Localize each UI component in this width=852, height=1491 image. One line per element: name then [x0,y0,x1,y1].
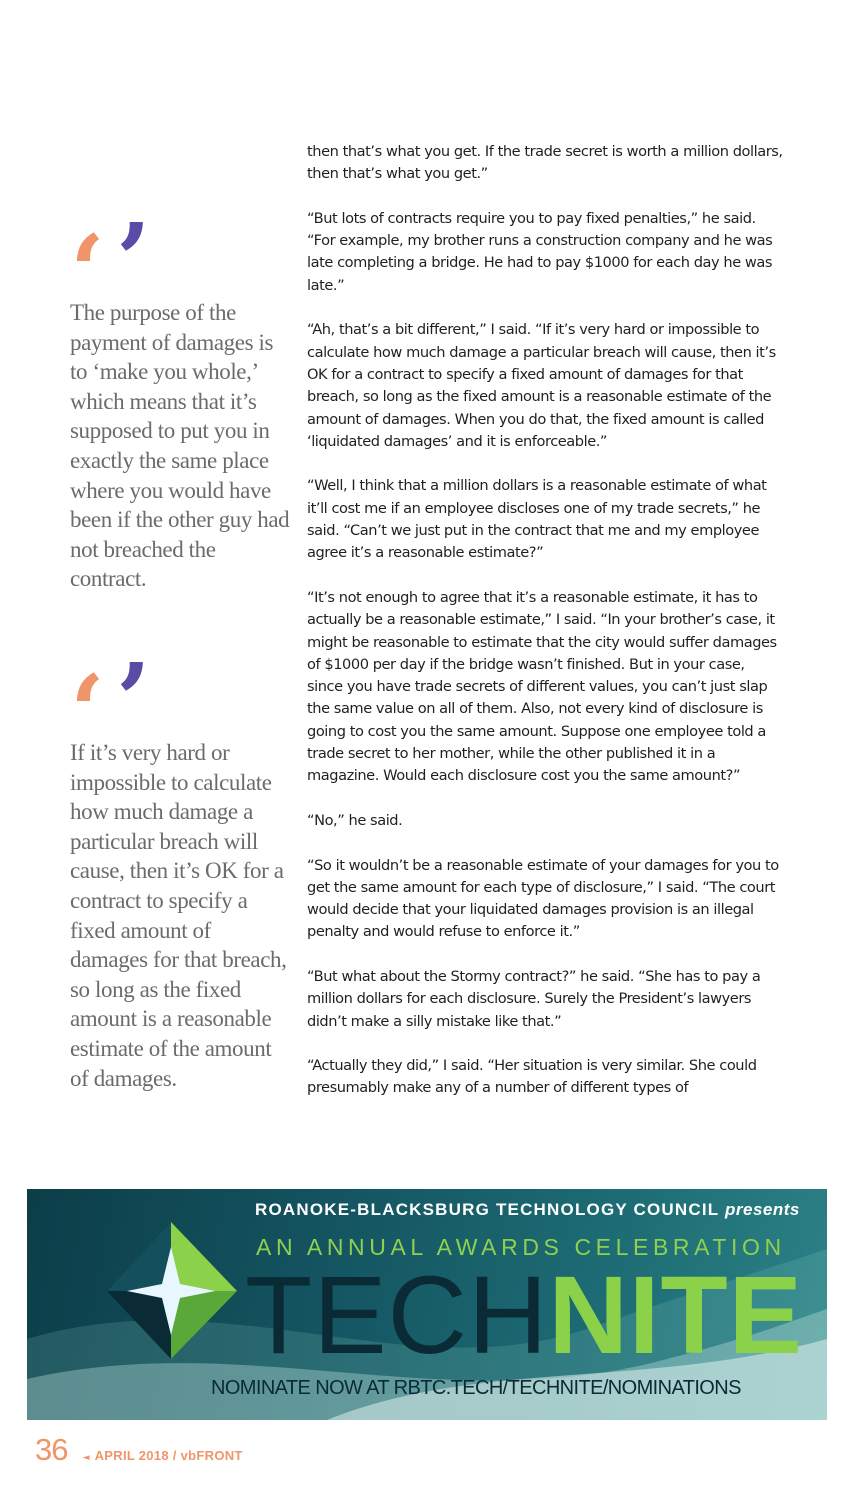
article-paragraph: “So it wouldn’t be a reasonable estimate of your damages for you to get the same amount for each type of disclosure,” I said. “The court would decide that your liquidated damages provision is an illegal penalty and would refuse to enforce it.” [307,856,779,941]
ad-event-title: AN ANNUAL AWARDS CELEBRATION [256,1234,786,1260]
technite-wordmark [245,1254,804,1377]
article-paragraph: “No,” he said. [307,811,403,829]
article-paragraph: “Ah, that’s a bit different,” I said. “If it’s very hard or impossible to calculate how much damage a particular breach will cause, then it’s OK for a contract to specify a fixed amount of damages for that breach, so long as the fixed amount is a reasonable estimate of the amount of damages. When you do that, the fixed amount is called ‘liquidated damages’ and it is enforceable.” [307,321,776,450]
article-paragraph: “But what about the Stormy contract?” he said. “She has to pay a million dollars for each disclosure. Surely the President’s lawyers didn’t make a silly mistake like that.” [307,967,761,1030]
article-paragraph: “Well, I think that a million dollars is a reasonable estimate of what it’ll cost me if an employee discloses one of my trade secrets,” he said. “Can’t we just put in the contract that me and my employee agree it’s a reasonable estimate?” [307,477,767,562]
close-quote-glyph: ’ [116,641,151,759]
article-body [307,141,783,1122]
close-quote-glyph: ’ [116,201,151,319]
wordmark-nite: NITE [548,1254,804,1377]
ad-presenter [255,1200,815,1220]
pull-quote [70,201,292,594]
ad-nominate-link[interactable]: NOMINATE NOW AT RBTC.TECH/TECHNITE/NOMINATIONS [211,1377,741,1399]
article-paragraph: “It’s not enough to agree that it’s a reasonable estimate, it has to actually be a reasonable estimate,” I said. “In your brother’s case, it might be reasonable to estimate that the city would suffer damages of $1000 per day if the bridge wasn’t finished. But in your case, since you have trade secrets of different values, you can’t just slap the same value on all of them. Also, not every kind of disclosure is going to cost you the same amount. Suppose one employee told a trade secret to her mother, while the other published it in a magazine. Would each disclosure cost you the same amount?” [307,588,777,785]
page-footer [35,1432,243,1472]
pull-quote-text: The purpose of the payment of damages is to ‘make you whole,’ which means that it’s supposed to put you in exactly the same place where you would have been if the other guy had not breached the contract. [70,300,290,592]
left-arrow-icon: ◄ [82,1453,90,1463]
article-paragraph: then that’s what you get. If the trade secret is worth a million dollars, then that’s what you get.” [307,143,783,183]
quote-marks-icon [70,201,210,331]
page-number: 36 [35,1432,68,1467]
article-paragraph: “But lots of contracts require you to pay fixed penalties,” he said. “For example, my brother runs a construction company and he was late completing a bridge. He had to pay $1000 for each day he was late.” [307,209,773,294]
issue-label: APRIL 2018 / vbFRONT [94,1448,243,1463]
pull-quote [70,641,292,1093]
article-paragraph: “Actually they did,” I said. “Her situation is very similar. She could presumably make any of a number of different types of [307,1057,757,1097]
ad-presents-word: presents [725,1200,800,1219]
technite-ad-banner[interactable] [27,1189,827,1420]
open-quote-glyph: ‘ [70,213,105,331]
pull-quote-text: If it’s very hard or impossible to calculate how much damage a particular breach will cause, then it’s OK for a contract to specify a fixed amount of damages for that breach, so long as the fixed amount is a reasonable estimate of the amount of damages. [70,740,287,1091]
open-quote-glyph: ‘ [70,653,105,771]
wordmark-tech: TECH [245,1254,549,1377]
ad-presenter-name: ROANOKE-BLACKSBURG TECHNOLOGY COUNCIL [255,1200,720,1219]
quote-marks-icon [70,641,210,771]
